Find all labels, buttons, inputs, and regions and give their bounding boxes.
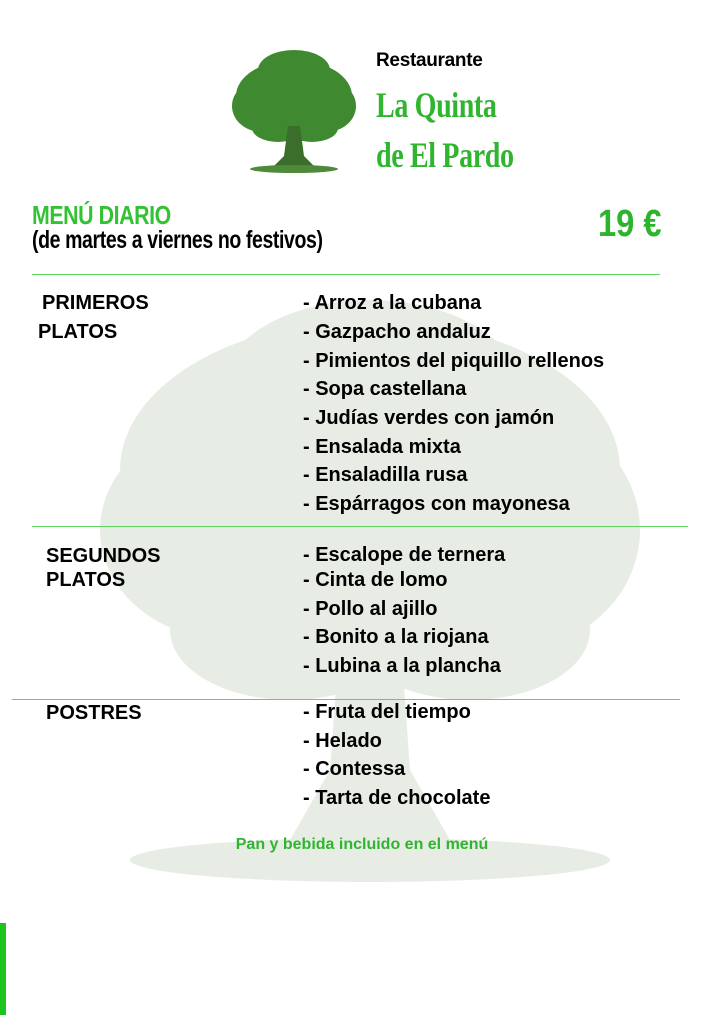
dish-item: - Pimientos del piquillo rellenos — [303, 350, 605, 372]
dish-item: - Escalope de ternera — [303, 544, 506, 566]
dish-item: - Arroz a la cubana — [303, 292, 482, 314]
restaurant-name-line2: de El Pardo — [376, 135, 514, 175]
tree-icon — [228, 48, 360, 174]
divider — [32, 526, 688, 527]
dish-item: - Cinta de lomo — [303, 569, 448, 591]
menu-subtitle: (de martes a viernes no festivos) — [32, 226, 323, 254]
dish-item: - Bonito a la riojana — [303, 626, 489, 648]
dish-item: - Tarta de chocolate — [303, 787, 491, 809]
divider — [32, 274, 660, 275]
restaurant-name-line1: La Quinta — [376, 85, 497, 125]
menu-price: 19 € — [598, 203, 662, 245]
dish-item: - Ensalada mixta — [303, 436, 461, 458]
dish-item: - Lubina a la plancha — [303, 655, 501, 677]
footer-note: Pan y bebida incluido en el menú — [235, 836, 489, 853]
dish-item: - Fruta del tiempo — [303, 701, 471, 723]
section-label-platos: PLATOS — [46, 569, 126, 591]
menu-title: MENÚ DIARIO — [32, 200, 171, 230]
dish-item: - Pollo al ajillo — [303, 598, 438, 620]
section-label-postres: POSTRES — [46, 702, 142, 724]
dish-item: - Helado — [303, 730, 382, 752]
section-label-platos: PLATOS — [38, 321, 118, 343]
dish-item: - Contessa — [303, 758, 406, 780]
restaurant-label: Restaurante — [376, 50, 483, 71]
section-label-segundos: SEGUNDOS — [46, 545, 161, 567]
dish-item: - Judías verdes con jamón — [303, 407, 555, 429]
section-label-primeros: PRIMEROS — [42, 292, 149, 314]
side-accent-bar — [0, 923, 6, 1015]
dish-item: - Sopa castellana — [303, 378, 467, 400]
dish-item: - Gazpacho andaluz — [303, 321, 491, 343]
dish-item: - Espárragos con mayonesa — [303, 493, 570, 515]
dish-item: - Ensaladilla rusa — [303, 464, 468, 486]
